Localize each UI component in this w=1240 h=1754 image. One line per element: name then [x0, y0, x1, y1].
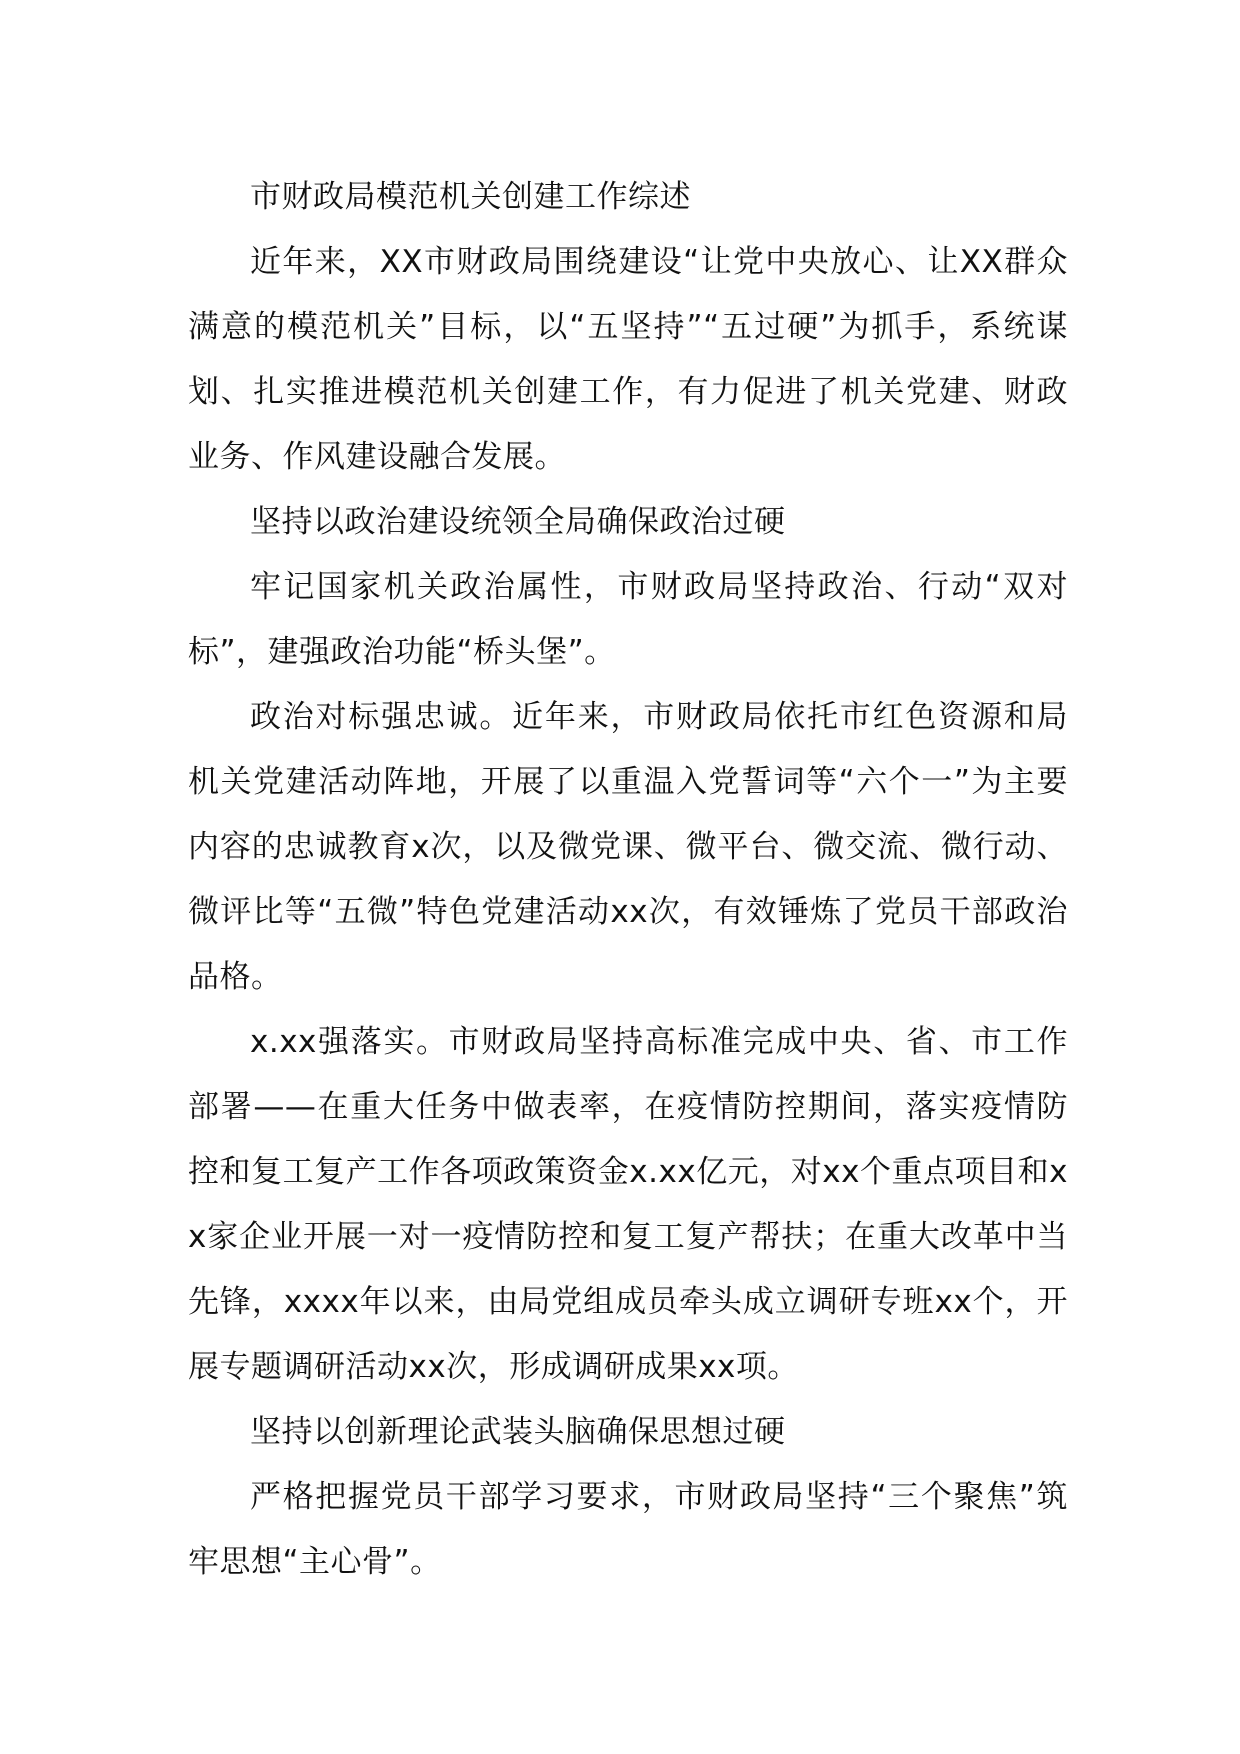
section-1-paragraph-1: 牢记国家机关政治属性，市财政局坚持政治、行动“双对标”，建强政治功能“桥头堡”。 [188, 569, 1068, 670]
document-body [188, 165, 1068, 1595]
section-2-paragraph-1: 严格把握党员干部学习要求，市财政局坚持“三个聚焦”筑牢思想“主心骨”。 [188, 1479, 1068, 1580]
section-1-paragraph-2: 政治对标强忠诚。近年来，市财政局依托市红色资源和局机关党建活动阵地，开展了以重温入党誓词等“六个一”为主要内容的忠诚教育x次，以及微党课、微平台、微交流、微行动、微评比等“五微”特色党建活动xx次，有效锤炼了党员干部政治品格。 [188, 699, 1068, 995]
document-title: 市财政局模范机关创建工作综述 [250, 179, 691, 215]
section-1-heading: 坚持以政治建设统领全局确保政治过硬 [250, 504, 786, 540]
section-1-paragraph-3: x.xx强落实。市财政局坚持高标准完成中央、省、市工作部署——在重大任务中做表率，在疫情防控期间，落实疫情防控和复工复产工作各项政策资金x.xx亿元，对xx个重点项目和xx家企业开展一对一疫情防控和复工复产帮扶；在重大改革中当先锋，xxxx年以来，由局党组成员牵头成立调研专班xx个，开展专题调研活动xx次，形成调研成果xx项。 [188, 1024, 1068, 1385]
intro-paragraph: 近年来，XX市财政局围绕建设“让党中央放心、让XX群众满意的模范机关”目标，以“五坚持”“五过硬”为抓手，系统谋划、扎实推进模范机关创建工作，有力促进了机关党建、财政业务、作风建设融合发展。 [188, 244, 1068, 475]
section-2-heading: 坚持以创新理论武装头脑确保思想过硬 [250, 1414, 786, 1450]
